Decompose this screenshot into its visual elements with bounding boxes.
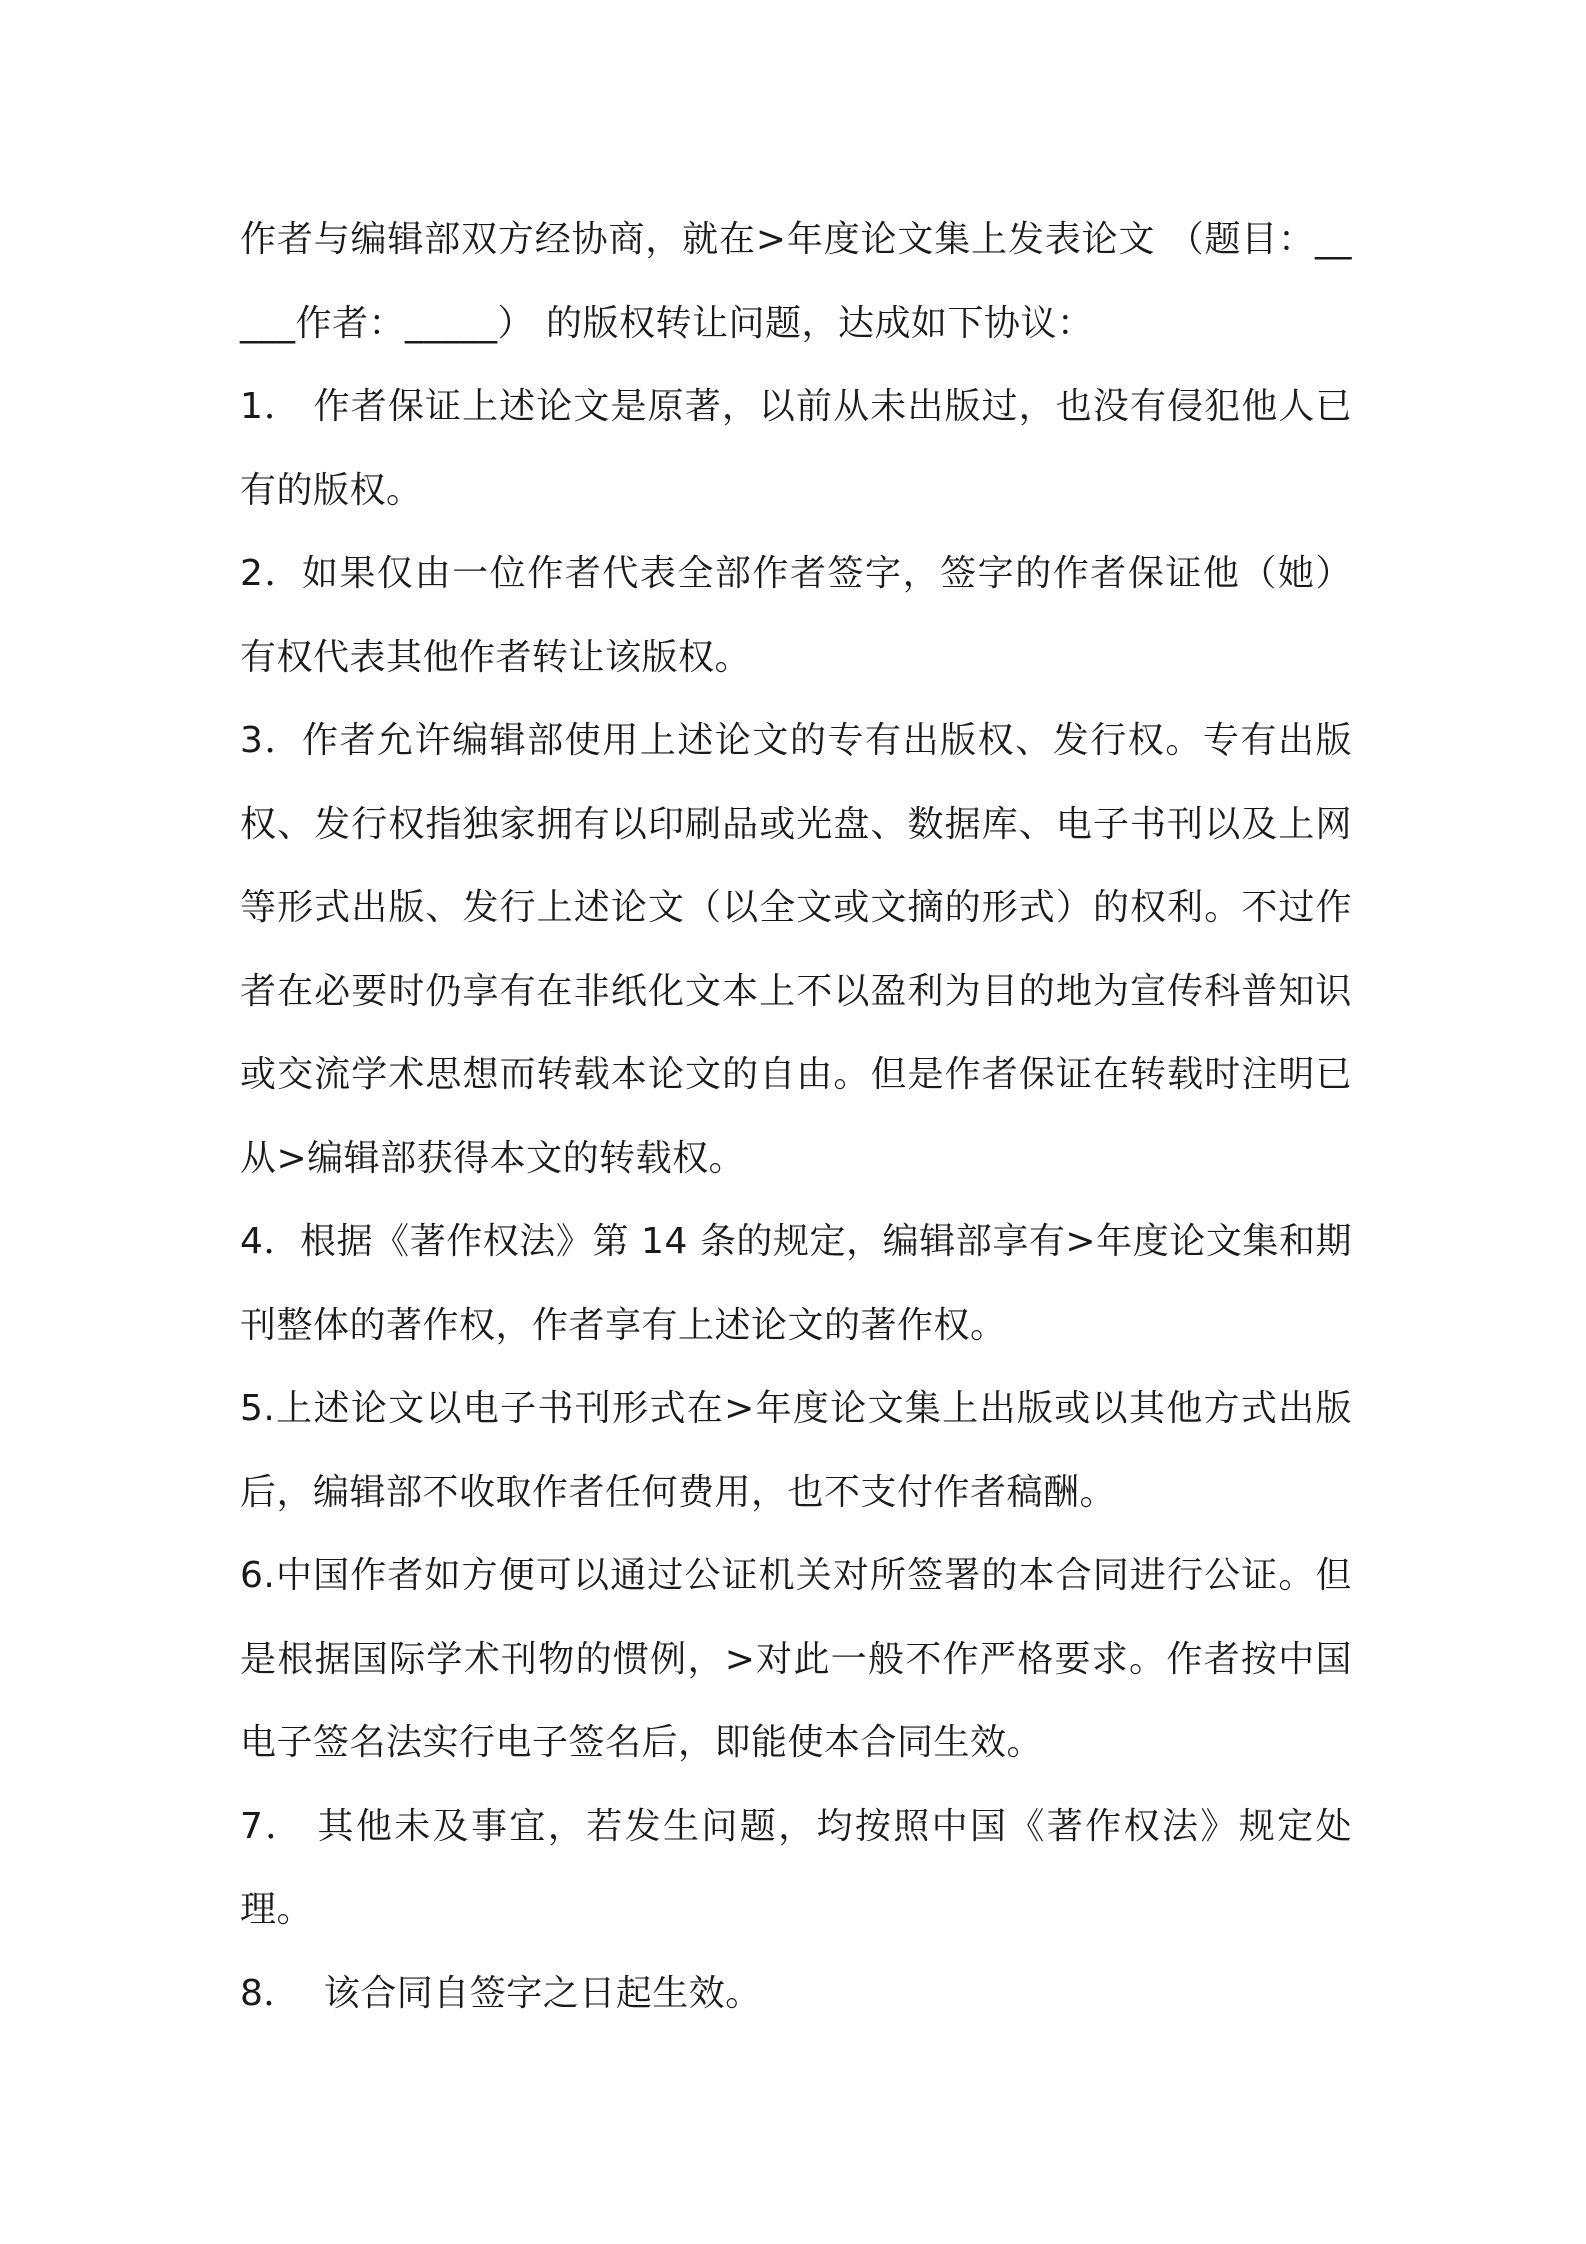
clause-4: 4．根据《著作权法》第 14 条的规定，编辑部享有>年度论文集和期刊整体的著作权，作者享有上述论文的著作权。 — [240, 1221, 1352, 1346]
intro-paragraph: 作者与编辑部双方经协商，就在>年度论文集上发表论文 （题目：_____作者：_____） 的版权转让问题，达成如下协议： — [240, 219, 1352, 344]
clause-8: 8． 该合同自签字之日起生效。 — [240, 1972, 762, 2014]
clause-3: 3．作者允许编辑部使用上述论文的专有出版权、发行权。专有出版权、发行权指独家拥有以印刷品或光盘、数据库、电子书刊以及上网等形式出版、发行上述论文（以全文或文摘的形式）的权利。不过作者在必要时仍享有在非纸化文本上不以盈利为目的地为宣传科普知识或交流学术思想而转载本论文的自由。但是作者保证在转载时注明已从>编辑部获得本文的转载权。 — [240, 720, 1352, 1179]
clause-2: 2．如果仅由一位作者代表全部作者签字，签字的作者保证他（她）有权代表其他作者转让该版权。 — [240, 553, 1352, 678]
agreement-body — [240, 198, 1352, 2035]
clause-7: 7． 其他未及事宜，若发生问题，均按照中国《著作权法》规定处理。 — [240, 1805, 1352, 1930]
clause-1: 1． 作者保证上述论文是原著，以前从未出版过，也没有侵犯他人已有的版权。 — [240, 386, 1352, 511]
clause-5: 5.上述论文以电子书刊形式在>年度论文集上出版或以其他方式出版后，编辑部不收取作者任何费用，也不支付作者稿酬。 — [240, 1388, 1352, 1513]
clause-6: 6.中国作者如方便可以通过公证机关对所签署的本合同进行公证。但是根据国际学术刊物的惯例，>对此一般不作严格要求。作者按中国电子签名法实行电子签名后，即能使本合同生效。 — [240, 1555, 1352, 1763]
